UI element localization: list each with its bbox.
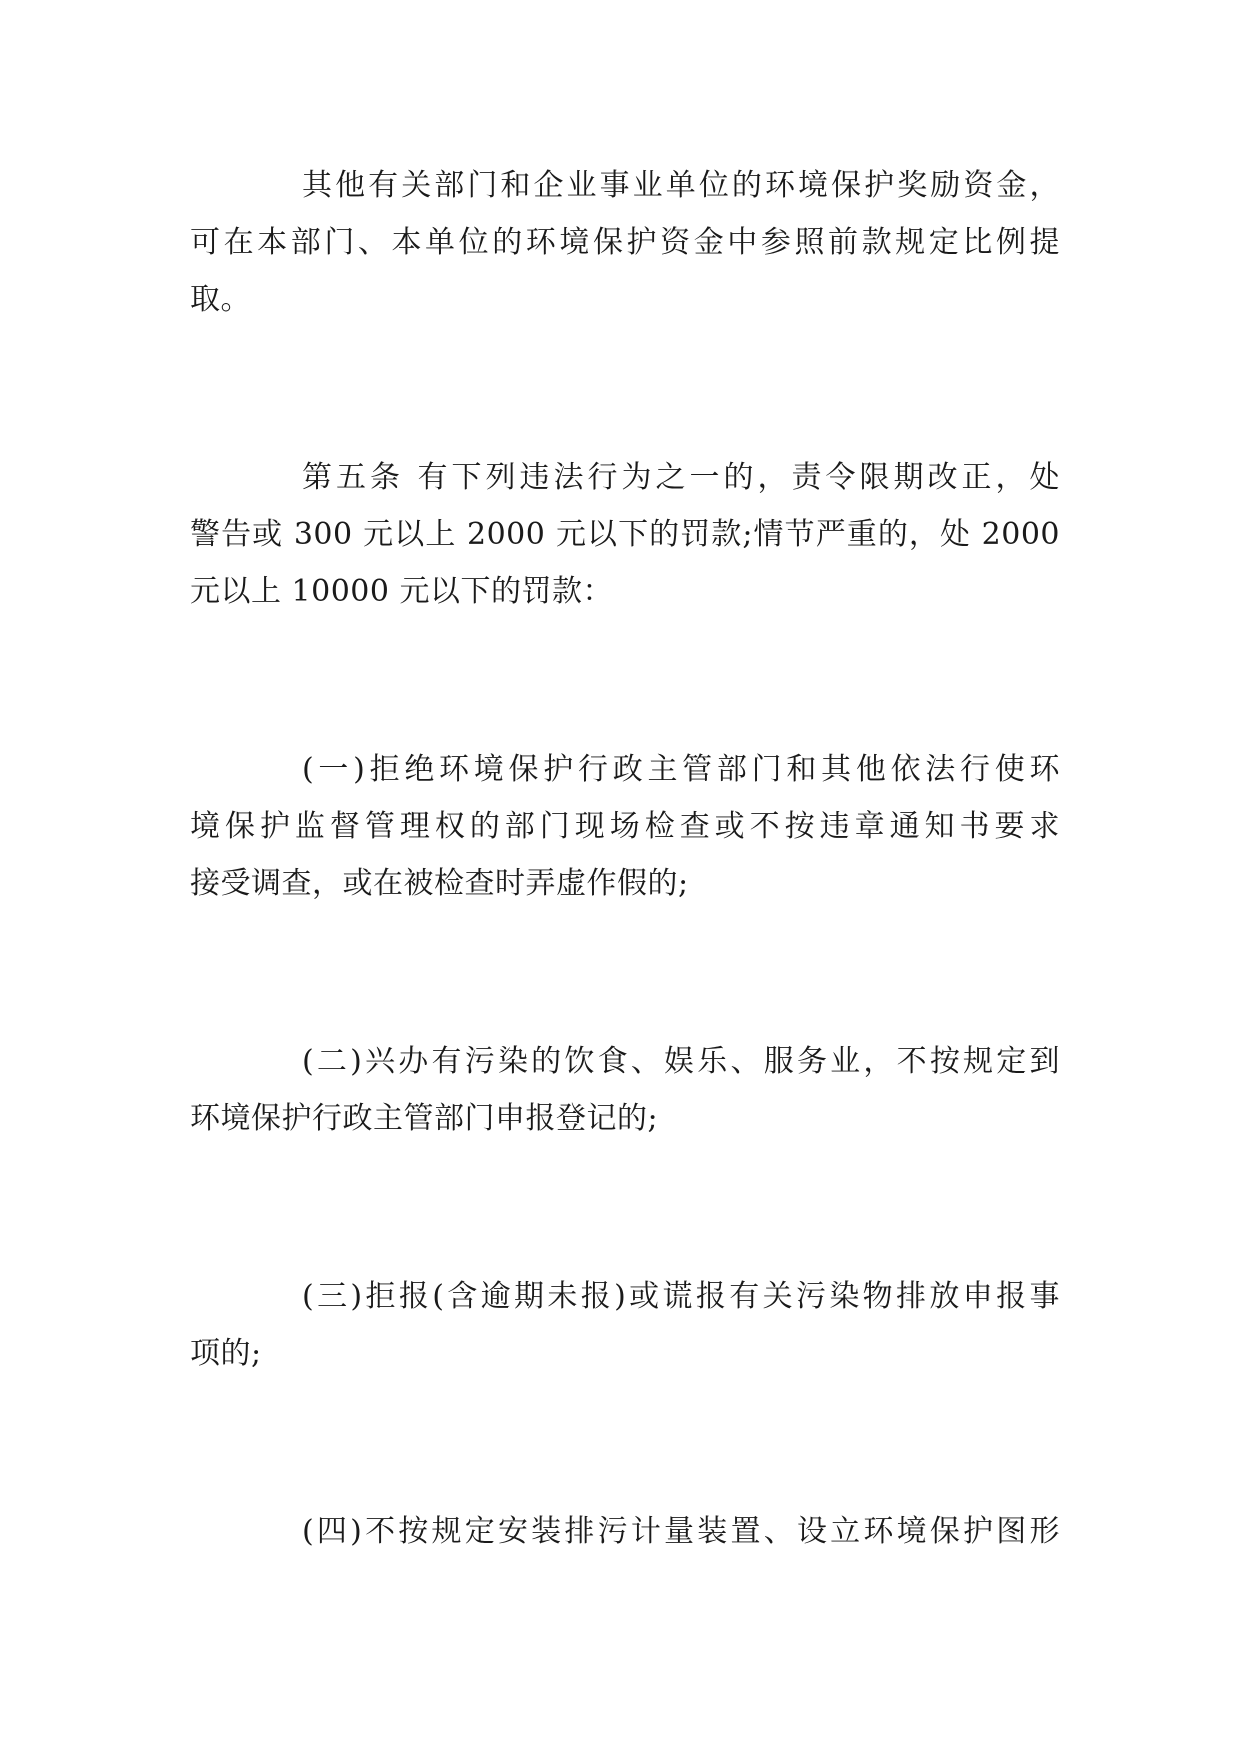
paragraph-line: 其他有关部门和企业事业单位的环境保护奖励资金，	[302, 168, 1060, 203]
paragraph-line: 境保护监督管理权的部门现场检查或不按违章通知书要求	[190, 809, 1060, 844]
paragraph-line: 接受调查，或在被检查时弄虚作假的;	[190, 866, 689, 901]
paragraph-line: (一)拒绝环境保护行政主管部门和其他依法行使环	[302, 752, 1060, 787]
paragraph-line: (三)拒报(含逾期未报)或谎报有关污染物排放申报事	[302, 1279, 1060, 1314]
paragraph-line: 警告或 300 元以上 2000 元以下的罚款;情节严重的，处 2000	[190, 517, 1060, 552]
paragraph-line: 第五条 有下列违法行为之一的，责令限期改正，处	[302, 460, 1060, 495]
paragraph-line: 项的;	[190, 1336, 262, 1371]
paragraph-line: 环境保护行政主管部门申报登记的;	[190, 1101, 659, 1136]
paragraph-line: 取。	[190, 282, 251, 317]
paragraph-line: 可在本部门、本单位的环境保护资金中参照前款规定比例提	[190, 225, 1060, 260]
paragraph-line: 元以上 10000 元以下的罚款：	[190, 574, 614, 609]
paragraph-line: (二)兴办有污染的饮食、娱乐、服务业，不按规定到	[302, 1044, 1060, 1079]
paragraph-line: (四)不按规定安装排污计量装置、设立环境保护图形	[302, 1514, 1060, 1549]
